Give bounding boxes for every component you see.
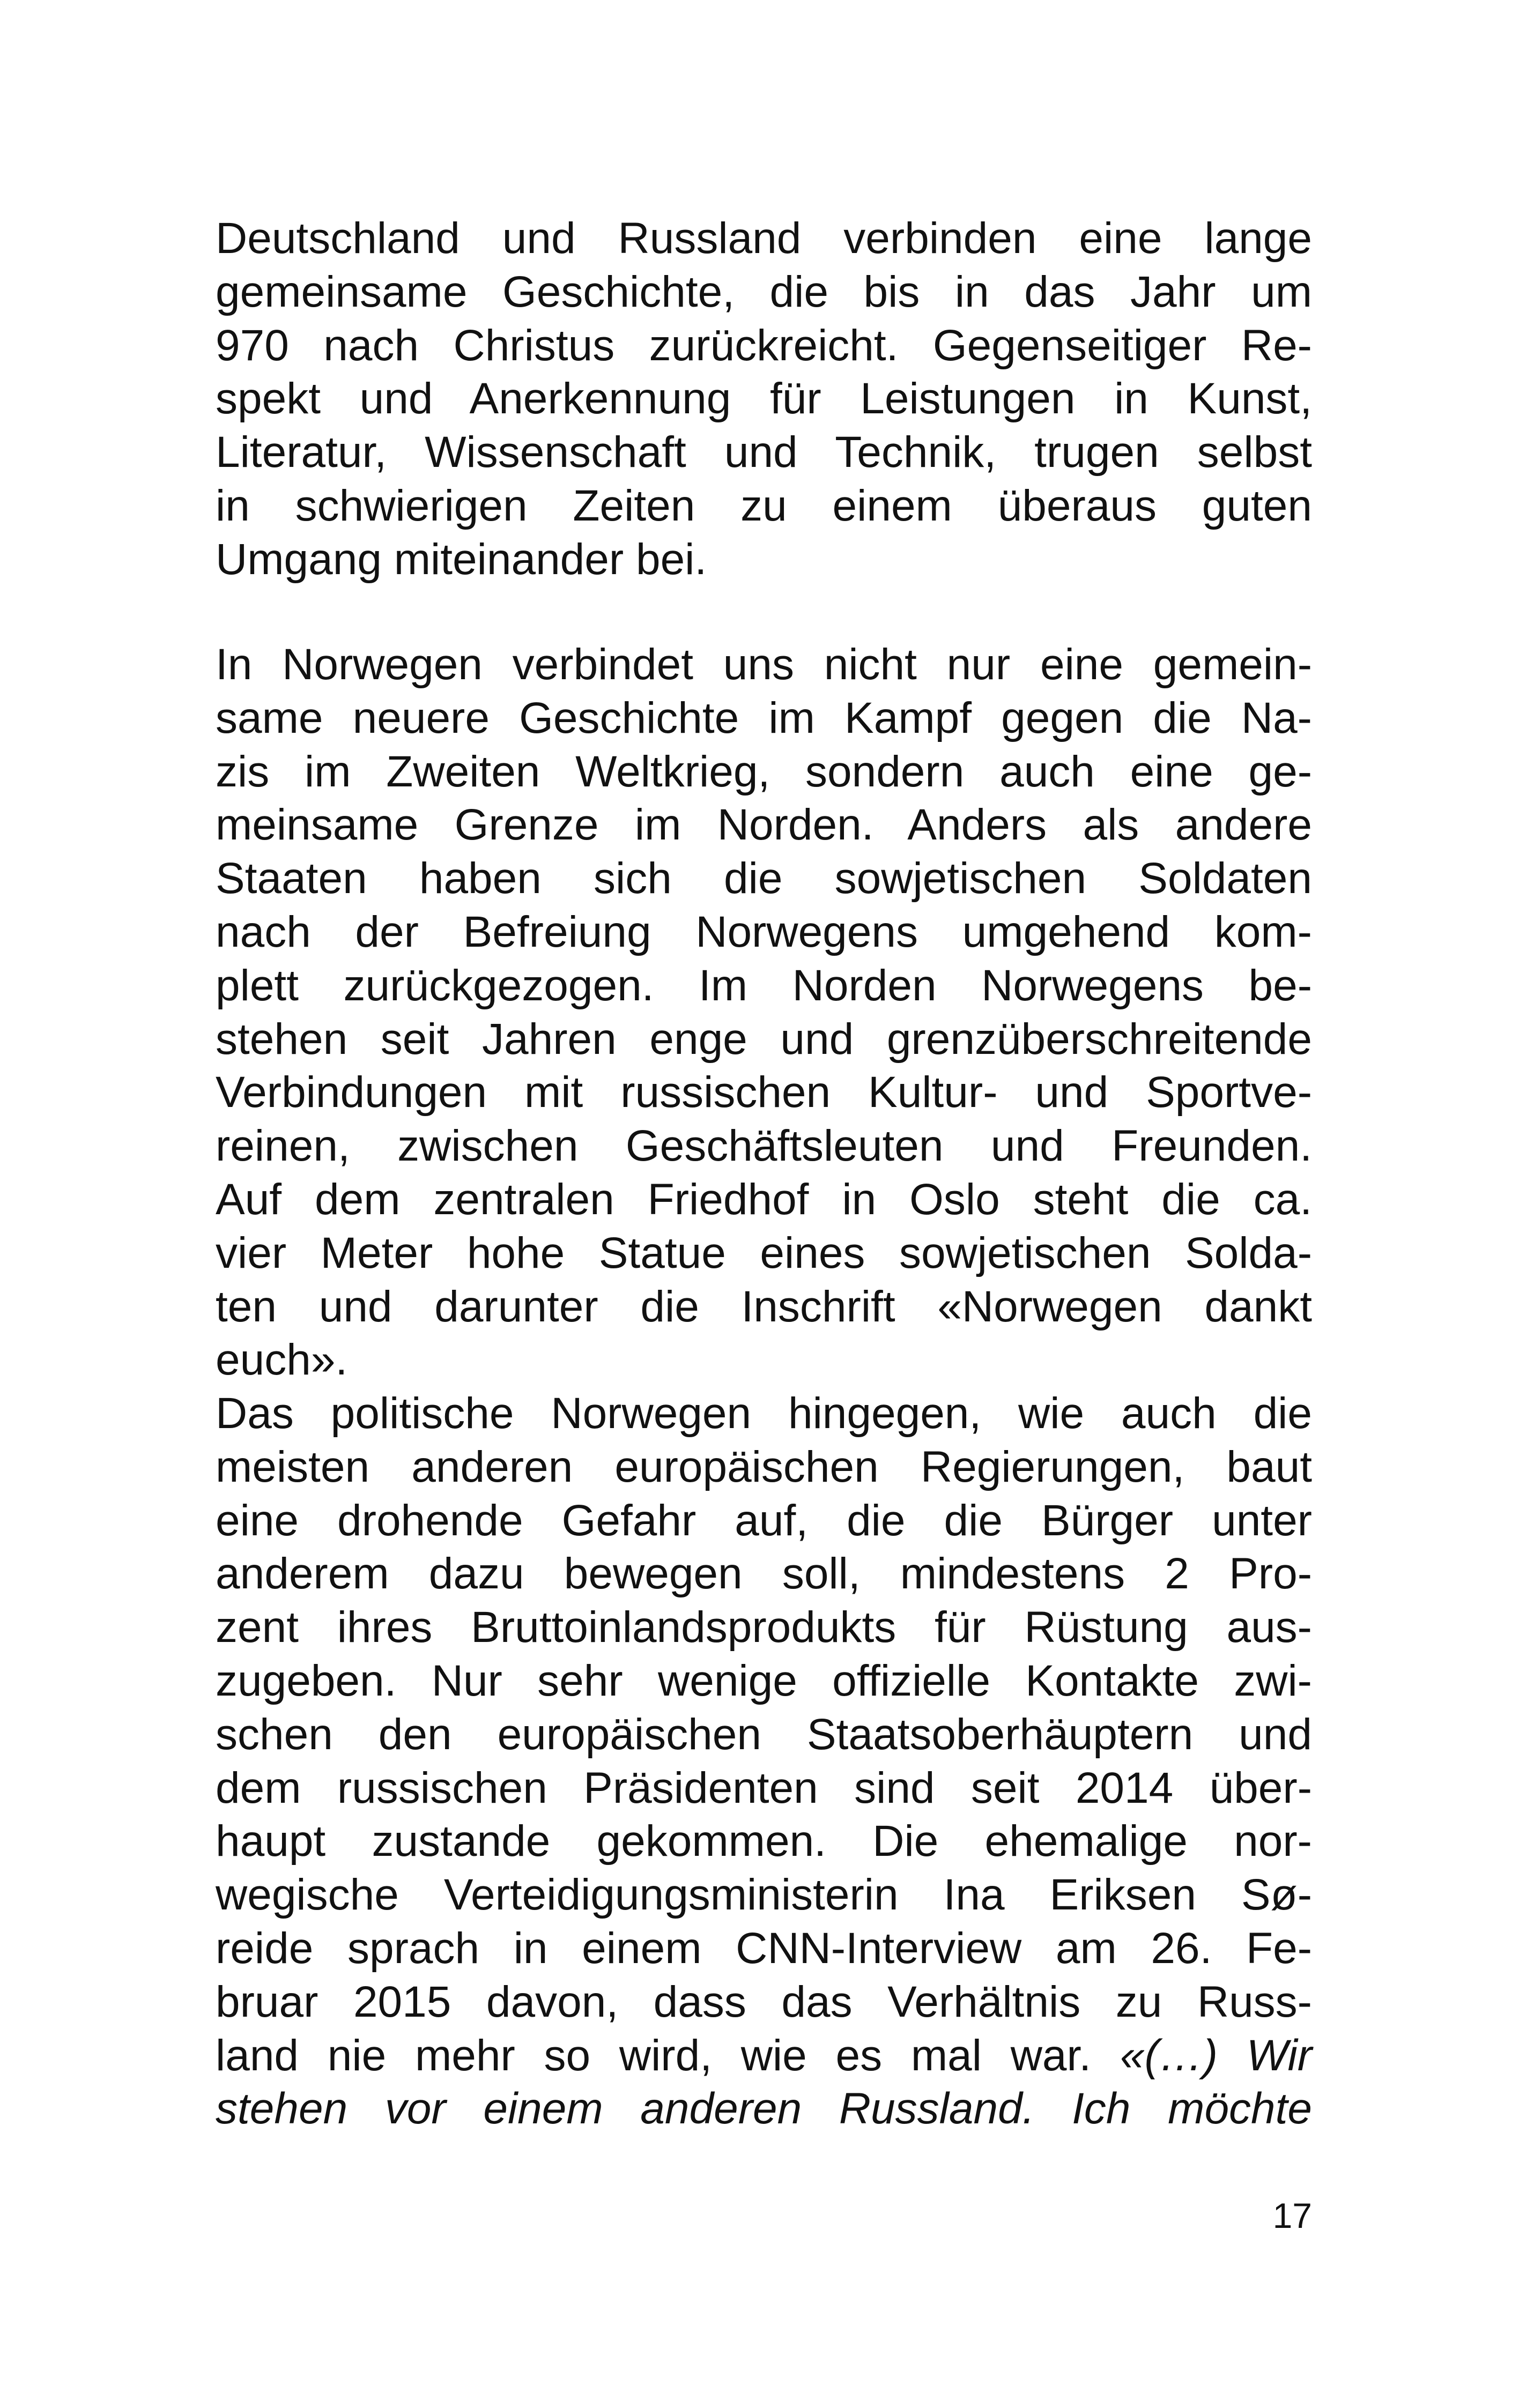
text-line: Das politische Norwegen hingegen, wie auch die xyxy=(216,1389,1312,1438)
text-line: dem russischen Präsidenten sind seit 2014 über- xyxy=(216,1763,1312,1812)
text-line: gemeinsame Geschichte, die bis in das Jahr um xyxy=(216,267,1312,316)
text-line: same neuere Geschichte im Kampf gegen die Na- xyxy=(216,693,1312,742)
text-line: plett zurückgezogen. Im Norden Norwegens be- xyxy=(216,961,1312,1010)
text-line: In Norwegen verbindet uns nicht nur eine gemein- xyxy=(216,640,1312,689)
text-line: euch». xyxy=(216,1335,348,1385)
text-line: zugeben. Nur sehr wenige offizielle Kontakte zwi- xyxy=(216,1656,1312,1705)
mixed-text-line xyxy=(216,2029,1312,2083)
text-line: in schwierigen Zeiten zu einem überaus guten xyxy=(216,481,1312,530)
text-line: vier Meter hohe Statue eines sowjetischen Solda- xyxy=(216,1228,1312,1277)
text-line: 970 nach Christus zurückreicht. Gegenseitiger Re- xyxy=(216,321,1312,370)
text-line: meinsame Grenze im Norden. Anders als andere xyxy=(216,800,1312,850)
paragraph-1 xyxy=(216,212,1312,586)
text-line: schen den europäischen Staatsoberhäuptern und xyxy=(216,1710,1312,1759)
text-line: Deutschland und Russland verbinden eine lange xyxy=(216,214,1312,263)
text-line: wegische Verteidigungsministerin Ina Eriksen Sø- xyxy=(216,1870,1312,1920)
text-line: Umgang miteinander bei. xyxy=(216,534,707,584)
text-line: reide sprach in einem CNN-Interview am 26. Fe- xyxy=(216,1923,1312,1973)
text-line: nach der Befreiung Norwegens umgehend kom- xyxy=(216,907,1312,956)
paragraph-3 xyxy=(216,1387,1312,2136)
text-line: reinen, zwischen Geschäftsleuten und Freunden. xyxy=(216,1121,1312,1171)
text-line: meisten anderen europäischen Regierungen, baut xyxy=(216,1442,1312,1491)
paragraph-2 xyxy=(216,638,1312,1387)
page-number: 17 xyxy=(1272,2196,1312,2235)
text-line: ten und darunter die Inschrift «Norwegen dankt xyxy=(216,1282,1312,1331)
text-line: haupt zustande gekommen. Die ehemalige nor- xyxy=(216,1817,1312,1866)
text-line: Auf dem zentralen Friedhof in Oslo steht die ca. xyxy=(216,1175,1312,1224)
text-line: stehen seit Jahren enge und grenzüberschreitende xyxy=(216,1014,1312,1064)
text-line: zis im Zweiten Weltkrieg, sondern auch eine ge- xyxy=(216,747,1312,796)
text-line: Literatur, Wissenschaft und Technik, trugen selbst xyxy=(216,428,1312,477)
quote-segment: «(…) Wir xyxy=(1120,2031,1313,2080)
text-line: zent ihres Bruttoinlandsprodukts für Rüstung aus- xyxy=(216,1603,1312,1652)
text-line: anderem dazu bewegen soll, mindestens 2 Pro- xyxy=(216,1549,1312,1599)
text-segment: land nie mehr so wird, wie es mal war. xyxy=(216,2031,1120,2080)
text-line: bruar 2015 davon, dass das Verhältnis zu Russ- xyxy=(216,1977,1312,2026)
text-line: spekt und Anerkennung für Leistungen in Kunst, xyxy=(216,374,1312,423)
quote-line: stehen vor einem anderen Russland. Ich möchte xyxy=(216,2084,1312,2134)
text-line: Staaten haben sich die sowjetischen Soldaten xyxy=(216,854,1312,903)
text-line: Verbindungen mit russischen Kultur- und Sportve- xyxy=(216,1068,1312,1117)
text-line: eine drohende Gefahr auf, die die Bürger unter xyxy=(216,1496,1312,1545)
